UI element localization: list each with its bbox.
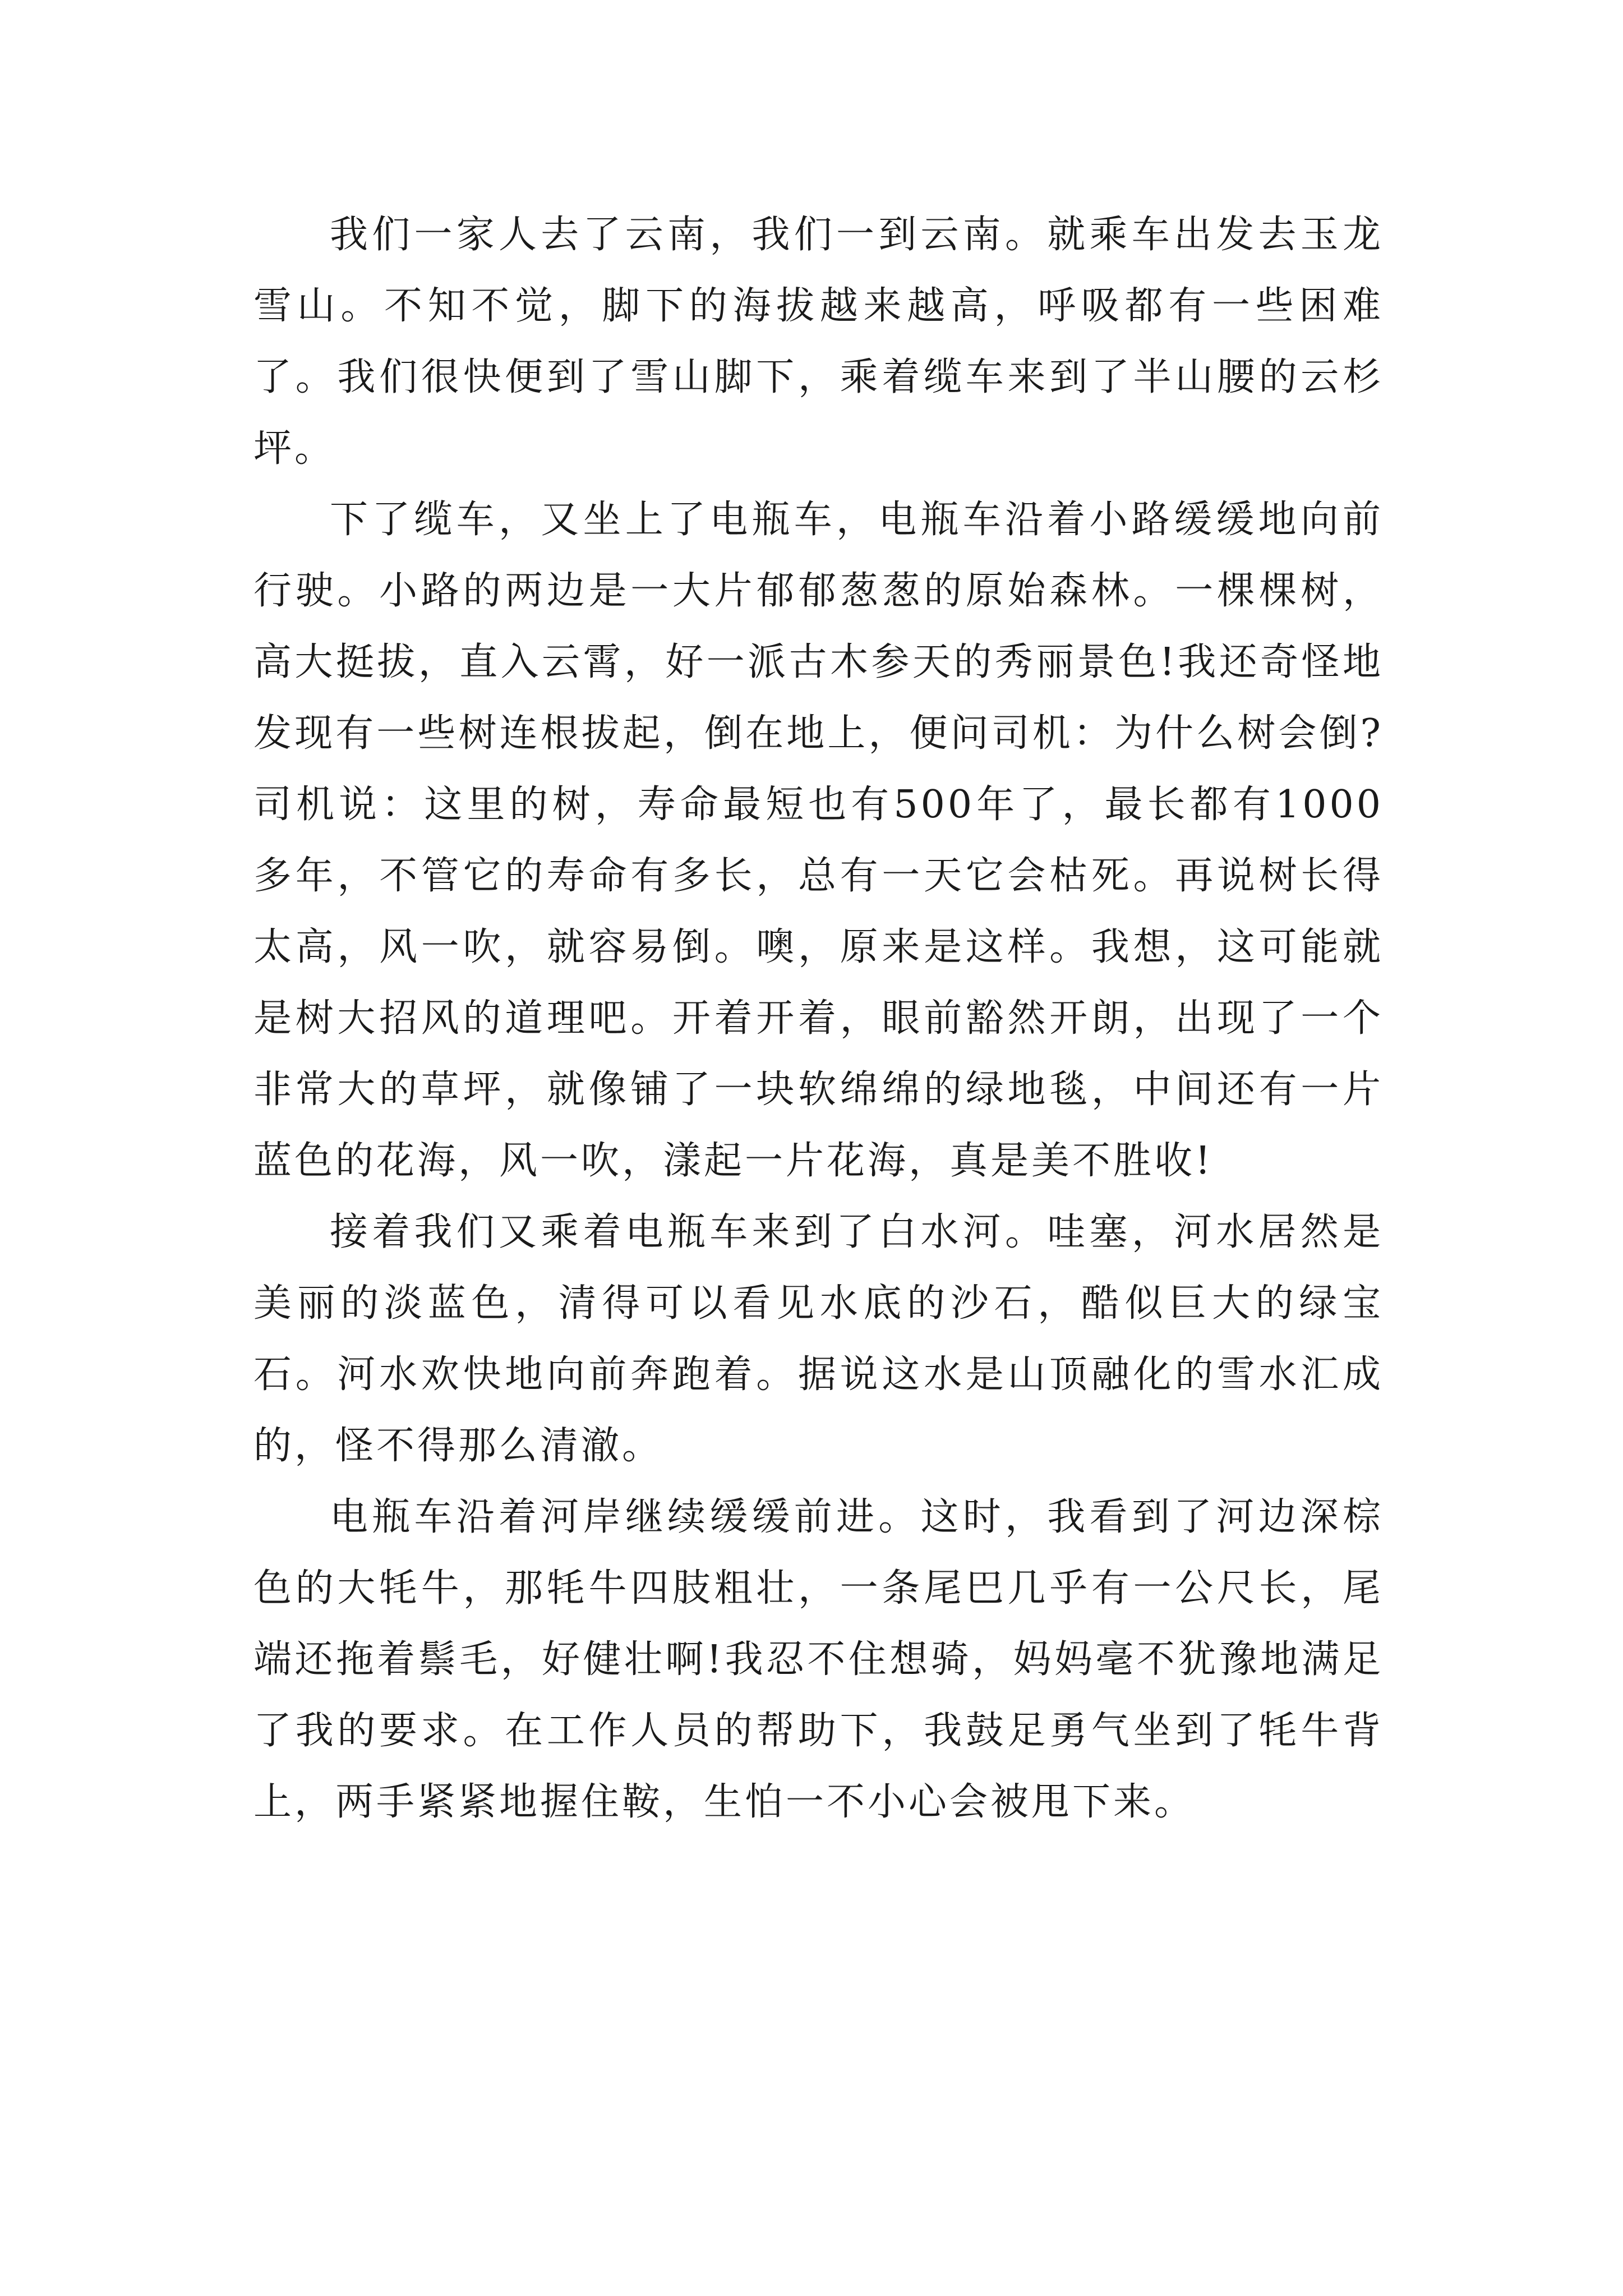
paragraph-2: 下了缆车，又坐上了电瓶车，电瓶车沿着小路缓缓地向前行驶。小路的两边是一大片郁郁葱葱的原始森林。一棵棵树，高大挺拔，直入云霄，好一派古木参天的秀丽景色!我还奇怪地发现有一些树连根拔起，倒在地上，便问司机：为什么树会倒?司机说：这里的树，寿命最短也有500年了，最长都有1000多年，不管它的寿命有多长，总有一天它会枯死。再说树长得太高，风一吹，就容易倒。噢，原来是这样。我想，这可能就是树大招风的道理吧。开着开着，眼前豁然开朗，出现了一个非常大的草坪，就像铺了一块软绵绵的绿地毯，中间还有一片蓝色的花海，风一吹，漾起一片花海，真是美不胜收! — [253, 498, 1384, 1183]
paragraph-4: 电瓶车沿着河岸继续缓缓前进。这时，我看到了河边深棕色的大牦牛，那牦牛四肢粗壮，一条尾巴几乎有一公尺长，尾端还拖着鬃毛，好健壮啊!我忍不住想骑，妈妈毫不犹豫地满足了我的要求。在工作人员的帮助下，我鼓足勇气坐到了牦牛背上，两手紧紧地握住鞍，生怕一不小心会被甩下来。 — [253, 1495, 1384, 1824]
paragraph-3: 接着我们又乘着电瓶车来到了白水河。哇塞，河水居然是美丽的淡蓝色，清得可以看见水底的沙石，酷似巨大的绿宝石。河水欢快地向前奔跑着。据说这水是山顶融化的雪水汇成的，怪不得那么清澈。 — [253, 1210, 1384, 1468]
paragraph-1: 我们一家人去了云南，我们一到云南。就乘车出发去玉龙雪山。不知不觉，脚下的海拔越来越高，呼吸都有一些困难了。我们很快便到了雪山脚下，乘着缆车来到了半山腰的云杉坪。 — [253, 213, 1384, 471]
essay-body — [253, 199, 1384, 1838]
